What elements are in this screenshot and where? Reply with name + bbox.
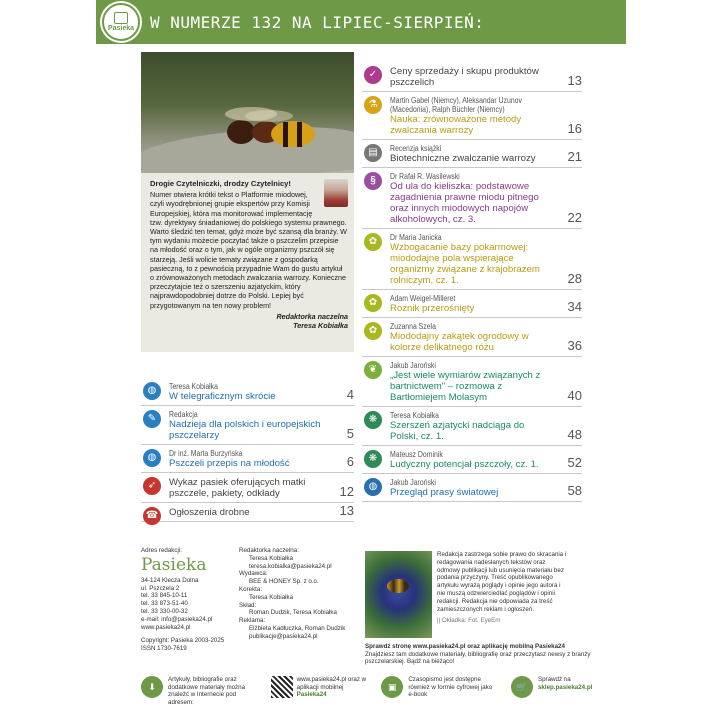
bee-shape	[387, 579, 409, 593]
toc-author: Dr inż. Marta Burzyńska	[169, 449, 243, 458]
globe-icon: ◍	[143, 382, 161, 400]
toc-title[interactable]: Szerszeń azjatycki nadciąga do Polski, cz. 1.	[390, 420, 525, 442]
toc-title[interactable]: Ludyczny potencjał pszczoły, cz. 1.	[390, 459, 539, 470]
toc-page-number: 28	[567, 271, 582, 286]
editor-portrait	[324, 179, 348, 207]
toc-entry[interactable]	[141, 406, 354, 445]
address-label: Adres redakcji:	[141, 547, 182, 554]
qr-icon	[271, 676, 293, 698]
editorial-staff	[239, 547, 364, 641]
toc-title[interactable]: Biotechniczne zwalczanie warrozy	[390, 153, 536, 164]
rocket-icon: ➶	[143, 477, 161, 495]
letter-signature	[150, 312, 348, 330]
toc-page-number: 21	[567, 149, 582, 164]
law-icon: §	[364, 172, 382, 190]
footer-item[interactable]	[511, 676, 626, 698]
toc-entry[interactable]	[362, 62, 582, 92]
toc-entry[interactable]	[362, 357, 582, 407]
toc-entry[interactable]	[362, 140, 582, 168]
toc-author: Zuzanna Szela	[390, 322, 436, 331]
copyright-text: Copyright: Pasieka 2003-2025	[141, 637, 225, 645]
letter-body: Numer otwiera krótki tekst o Platformie miodowej, czyli wyodrębnionej grupie ekspertów przy Komisji Europejskiej, która ma monitorować implementację tzw. dyrektywy śniadaniowej do polskiego systemu prawnego. Warto śledzić ten temat, gdyż może być szansą dla branży. W tym wydaniu możecie poczytać także o pszczelim przepisie na młodość oraz o tym, jak w ogóle organizmy pszczół się starzeją. Jeśli wolicie tematy związane z gospodarką pasieczną, to z pewnością przypadnie Wam do gustu artykuł o zrównoważonych metodach zwalczania warrozy. Konieczne przeczytajcie też o szerszeniu azjatyckim, który najprawdopodobniej dotrze do Polski. Lepiej być przygotowanym na ten nowy problem!	[150, 190, 347, 310]
toc-title[interactable]: Ogłoszenia drobne	[169, 507, 250, 518]
ebook-icon: ▣	[381, 676, 403, 698]
toc-page-number: 58	[567, 483, 582, 498]
bee-icon: ❋	[364, 450, 382, 468]
toc-author: Redakcja	[169, 410, 198, 419]
toc-page-number: 22	[567, 210, 582, 225]
toc-title[interactable]: Nadzieja dla polskich i europejskich pszczelarzy	[169, 419, 321, 441]
toc-entry[interactable]	[362, 474, 582, 502]
address-lines	[141, 577, 236, 632]
toc-page-number: 48	[567, 427, 582, 442]
toc-entry[interactable]	[362, 229, 582, 290]
toc-title[interactable]: Wzbogacanie bazy pokarmowej: miododajne pola wspierające organizmy związane z krajobrazem rolniczym, cz. 1.	[390, 242, 540, 286]
editor-letter	[141, 173, 354, 352]
staff-name: teresa.kobialka@pasieka24.pl	[249, 562, 332, 570]
toc-page-number: 40	[567, 388, 582, 403]
toc-title[interactable]: Od ula do kieliszka: podstawowe zagadnienia prawne miodu pitnego oraz innych miodowych napojów alkoholowych, cz. 3.	[390, 181, 539, 225]
toc-right-column	[362, 62, 582, 502]
toc-title[interactable]: Wykaz pasiek oferujących matki pszczele, pakiety, odkłady	[169, 477, 306, 499]
flask-icon: ⚗	[364, 96, 382, 114]
address-line: 34-124 Klecza Dolna	[141, 576, 199, 584]
leaf-icon: ❦	[364, 361, 382, 379]
website-desc: Znajdziesz tam dodatkowe materiały, bibliografię oraz przeczytasz newsy z branży pszczelarskiej. Bądź na bieżąco!	[365, 650, 591, 666]
footer-item[interactable]	[381, 676, 496, 699]
flower-icon: ✿	[364, 322, 382, 340]
toc-entry[interactable]	[362, 168, 582, 229]
bee-icon: ❋	[364, 411, 382, 429]
staff-name: Teresa Kobiałka	[249, 554, 294, 562]
brand-wordmark: Pasieka	[141, 554, 207, 575]
toc-title[interactable]: Przegląd prasy światowej	[390, 487, 499, 498]
editorial-note	[437, 551, 567, 625]
download-icon: ⬇	[141, 676, 163, 698]
address-block	[141, 547, 236, 653]
toc-author: Jakub Jaroński	[390, 361, 436, 370]
toc-left-column	[141, 378, 354, 522]
toc-entry[interactable]	[141, 503, 354, 522]
toc-title[interactable]: W telegraficznym skrócie	[169, 391, 276, 402]
note-text: Redakcja zastrzega sobie prawo do skracania i redagowania nadesłanych tekstów oraz odmowy publikacji lub usunięcia materiału bez podania przyczyny. Treść opublikowanego artykułu wyrażą poglądy i opinie jego autora i nie muszą odzwierciedlać poglądów i opinii redakcji. Redakcja nie odpowiada za treść zamieszczonych reklam i ogłoszeń.	[437, 551, 567, 613]
toc-entry[interactable]	[362, 318, 582, 357]
toc-page-number: 36	[567, 338, 582, 353]
toc-entry[interactable]	[362, 290, 582, 318]
footer-text-body: www.pasieka24.pl oraz w aplikacji mobilnej	[296, 676, 367, 691]
toc-page-number: 13	[567, 73, 582, 88]
footer-item[interactable]	[271, 676, 367, 699]
address-line: tel. 33 873-51-40	[141, 600, 188, 608]
cornflower-bee-photo	[365, 551, 432, 638]
issue-title: W NUMERZE 132 NA LIPIEC-SIERPIEŃ:	[150, 12, 485, 32]
hornet-photo	[141, 52, 354, 173]
logo-text: Pasieka	[107, 25, 135, 32]
address-line: www.pasieka24.pl	[141, 623, 191, 631]
footer-text-body: Sprawdź na	[537, 676, 571, 683]
issn-text: ISSN 1730-7619	[141, 645, 187, 653]
signature-role: Redaktorka naczelna	[276, 311, 348, 321]
cart-icon: 🛒	[511, 676, 533, 698]
toc-author: Adam Weigel-Milleret	[390, 294, 456, 303]
book-icon: ▤	[364, 144, 382, 162]
toc-title[interactable]: „Jest wiele wymiarów związanych z bartnictwem" – rozmowa z Bartłomiejem Molasym	[390, 370, 541, 403]
flower-icon: ✿	[364, 294, 382, 312]
toc-author: Teresa Kobiałka	[169, 382, 218, 391]
staff-role: Skład:	[239, 601, 257, 609]
toc-page-number: 4	[346, 387, 354, 402]
staff-role: Reklama:	[239, 617, 266, 625]
signature-name: Teresa Kobiałka	[293, 321, 348, 331]
cover-caption: || Okładka: Fot. EyeEm	[437, 617, 501, 625]
staff-name: BEE & HONEY Sp. z o.o.	[249, 578, 319, 586]
toc-entry[interactable]	[362, 92, 582, 140]
toc-page-number: 34	[567, 299, 582, 314]
footer-bar	[141, 676, 626, 710]
footer-text	[168, 676, 256, 706]
website-line[interactable]: Sprawdź stronę www.pasieka24.pl oraz aplikację mobilną Pasieka24	[365, 643, 565, 650]
issue-banner	[96, 0, 626, 44]
address-line: tel. 33 845-10-11	[141, 592, 188, 600]
toc-author: Dr Rafał R. Wasilewski	[390, 172, 460, 181]
staff-name: publikacje@pasieka24.pl	[249, 632, 318, 640]
letter-heading: Drogie Czytelniczki, drodzy Czytelnicy!	[150, 179, 291, 188]
staff-name: Teresa Kobiałka	[249, 593, 294, 601]
toc-title[interactable]: Pszczeli przepis na młodość	[169, 458, 290, 469]
chat-icon: ✎	[143, 410, 161, 428]
address-line: tel. 33 330-00-32	[141, 607, 188, 615]
toc-author: Martin Gabel (Niemcy), Aleksandar Uzunov (Macedonia), Ralph Büchler (Niemcy)	[390, 96, 522, 114]
toc-author: Recenzja książki	[390, 144, 442, 153]
toc-page-number: 52	[567, 455, 582, 470]
hornet-illustration	[211, 102, 321, 162]
toc-entry[interactable]	[141, 378, 354, 406]
staff-role: Korekta:	[239, 585, 263, 593]
footer-text	[297, 676, 367, 699]
toc-author: Jakub Jaroński	[390, 478, 436, 487]
footer-text	[408, 676, 496, 699]
footer-item[interactable]	[141, 676, 256, 706]
staff-name: Roman Dudzik, Teresa Kobiałka	[249, 609, 337, 617]
toc-entry[interactable]	[362, 446, 582, 474]
footer-text	[538, 676, 626, 691]
toc-author: Teresa Kobiałka	[390, 411, 439, 420]
globe-icon: ◍	[364, 478, 382, 496]
toc-page-number: 16	[567, 121, 582, 136]
toc-entry[interactable]	[362, 407, 582, 446]
staff-role: Redaktorka naczelna:	[239, 547, 299, 554]
footer-text-bold[interactable]: sklep.pasieka24.pl	[537, 683, 593, 691]
toc-page-number: 6	[346, 454, 354, 469]
toc-page-number: 5	[346, 426, 354, 441]
toc-entry[interactable]	[141, 473, 354, 503]
toc-author: Mateusz Dominik	[390, 450, 443, 459]
staff-name: Elżbieta Kadłuczka, Roman Dudzik	[249, 624, 346, 632]
toc-page-number: 12	[339, 484, 354, 499]
chart-icon: ✓	[364, 66, 382, 84]
toc-page-number: 13	[339, 503, 354, 518]
pasieka-logo[interactable]	[102, 3, 140, 41]
staff-role: Wydawca:	[239, 570, 268, 578]
hive-icon	[114, 12, 128, 24]
globe-icon: ◍	[143, 449, 161, 467]
footer-text-body: Czasopismo jest dostępne również w formie cyfrowej jako e-book	[408, 676, 493, 699]
toc-author: Dr Maria Janicka	[390, 233, 442, 242]
toc-title[interactable]: Nauka: zrównoważone metody zwalczania warrozy	[390, 114, 522, 136]
toc-title[interactable]: Miododajny zakątek ogrodowy w kolorze delikatnego różu	[390, 331, 529, 353]
address-line: e-mail: info@pasieka24.pl	[141, 615, 213, 623]
imprint-section	[141, 547, 626, 671]
footer-text-bold[interactable]: Pasieka24	[296, 691, 327, 699]
toc-title[interactable]: Ceny sprzedaży i skupu produktów pszczelich	[390, 66, 539, 88]
website-promo	[365, 643, 625, 666]
footer-text-body: Artykuły, bibliografie oraz dodatkowe materiały można znaleźć w Internecie pod adresem:	[168, 676, 246, 706]
toc-entry[interactable]	[141, 445, 354, 473]
phone-icon: ☎	[143, 507, 161, 525]
flower-icon: ✿	[364, 233, 382, 251]
address-line: ul. Pszczela 2	[141, 584, 180, 592]
toc-title[interactable]: Roznik przerośnięty	[390, 303, 475, 314]
